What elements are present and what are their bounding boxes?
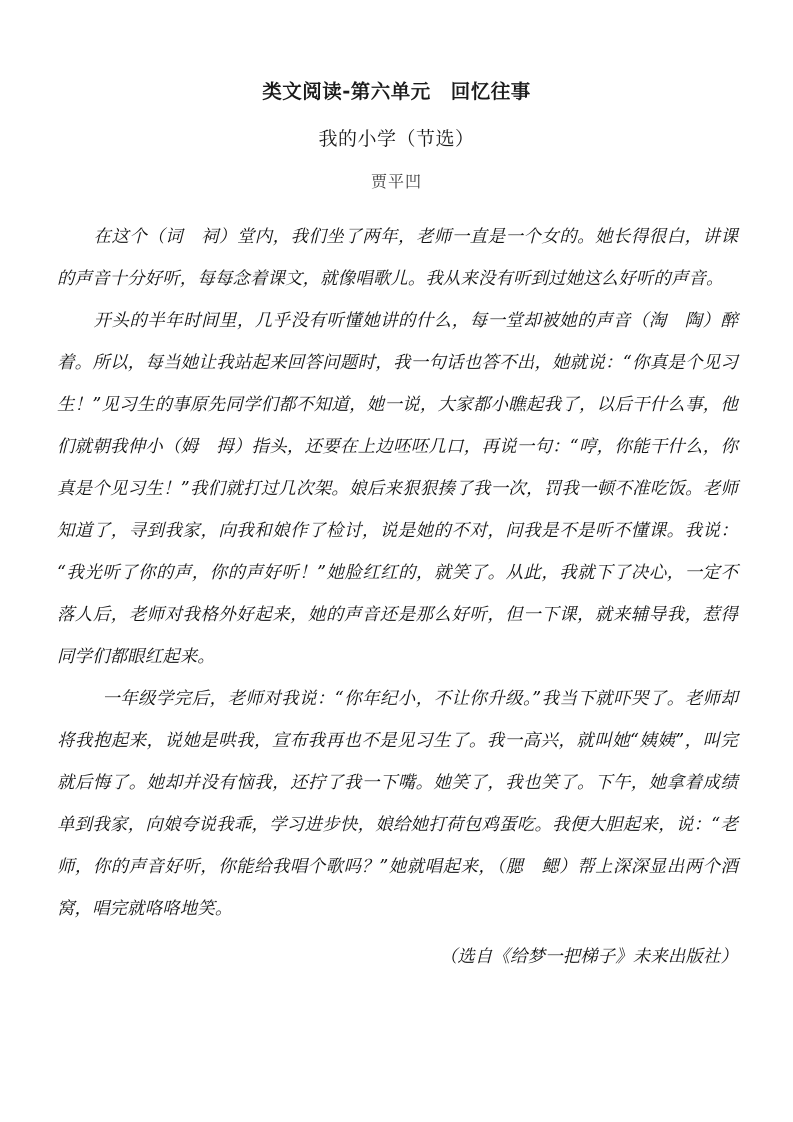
article-subtitle: 我的小学（节选） [318, 128, 475, 150]
page-title: 类文阅读-第六单元 回忆往事 [262, 80, 531, 103]
paragraph: 一年级学完后，老师对我说：“你年纪小，不让你升级。”我当下就吓哭了。老师却将我抱起来，说她是哄我，宣布我再也不是见习生了。我一高兴，就叫她“姨姨”，叫完就后悔了。她却并没有恼我，还拧了我一下嘴。她笑了，我也笑了。下午，她拿着成绩单到我家，向娘夸说我乖，学习进步快，娘给她打荷包鸡蛋吃。我便大胆起来，说：“老师，你的声音好听，你能给我唱个歌吗？”她就唱起来，（腮 鳃）帮上深深显出两个酒窝，唱完就咯咯地笑。 [57, 689, 738, 919]
source-attribution: （选自《给梦一把梯子》未来出版社） [439, 947, 738, 967]
paragraph: 在这个（词 祠）堂内，我们坐了两年，老师一直是一个女的。她长得很白，讲课的声音十分好听，每每念着课文，就像唱歌儿。我从来没有听到过她这么好听的声音。 [57, 227, 738, 289]
paragraph: 开头的半年时间里，几乎没有听懂她讲的什么，每一堂却被她的声音（淘 陶）醉着。所以，每当她让我站起来回答问题时，我一句话也答不出，她就说：“你真是个见习生！”见习生的事原先同学们都不知道，她一说，大家都小瞧起我了，以后干什么事，他们就朝我伸小（姆 拇）指头，还要在上边呸呸几口，再说一句：“哼，你能干什么，你真是个见习生！”我们就打过几次架。娘后来狠狠揍了我一次，罚我一顿不准吃饭。老师知道了，寻到我家，向我和娘作了检讨，说是她的不对，问我是不是听不懂课。我说：“我光听了你的声，你的声好听！”她脸红红的，就笑了。从此，我就下了决心，一定不落人后，老师对我格外好起来，她的声音还是那么好听，但一下课，就来辅导我，惹得同学们都眼红起来。 [57, 311, 738, 667]
article-body [0, 194, 793, 930]
article-author: 贾平凹 [370, 172, 422, 191]
